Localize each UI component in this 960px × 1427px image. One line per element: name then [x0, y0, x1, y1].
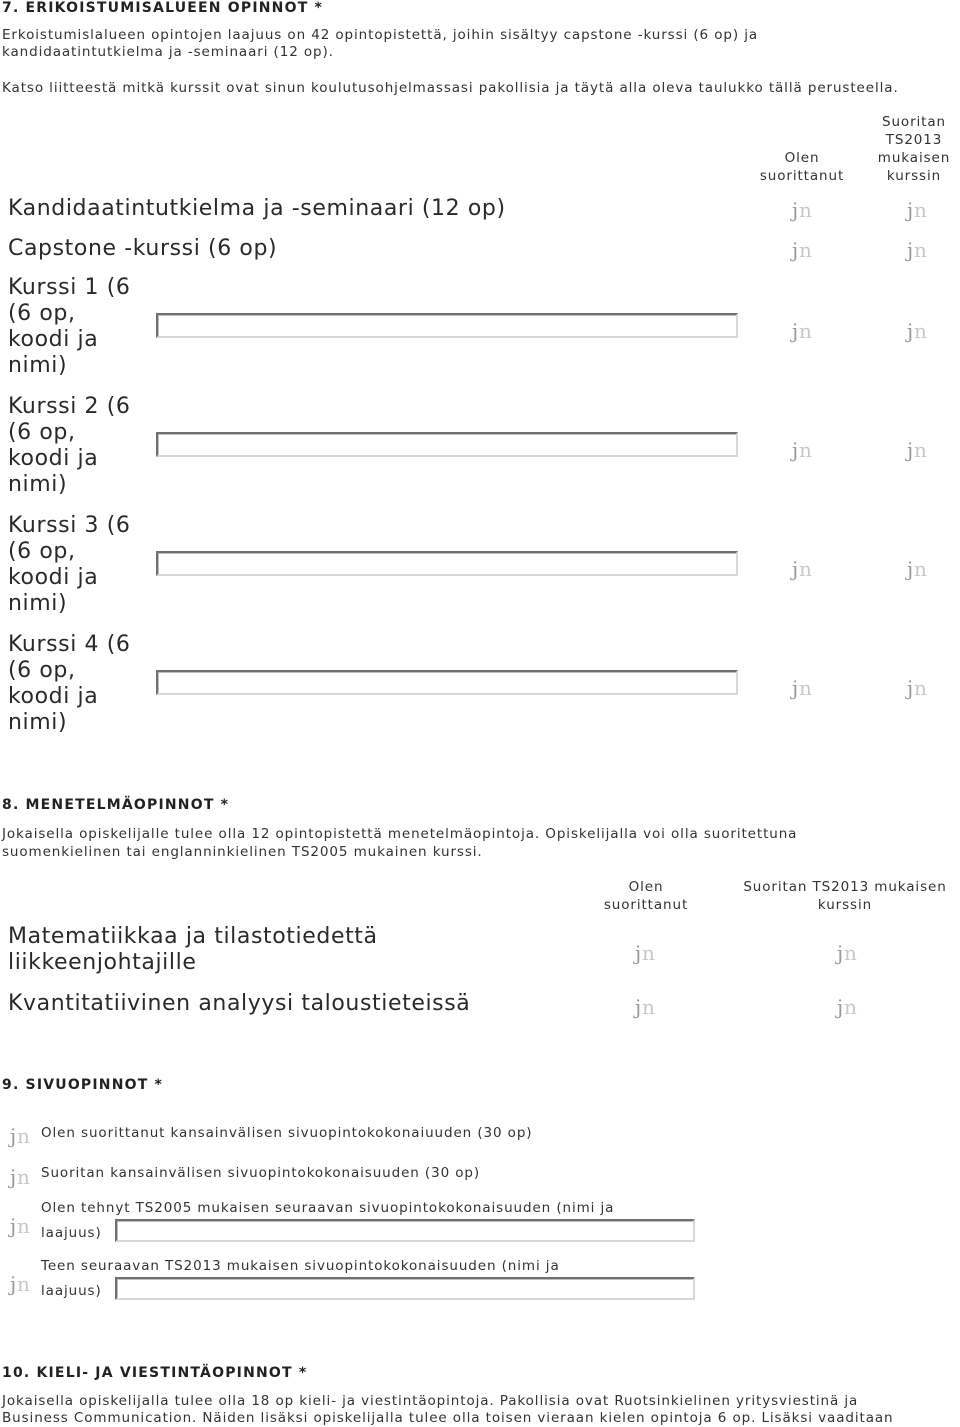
- section-10-desc-line1: Jokaisella opiskelijalla tulee olla 18 op kieli- ja viestintäopintoja. Pakollisia ovat Ruotsinkielinen yritysviestinä ja: [2, 1393, 859, 1409]
- sivu-option-2-label: Suoritan kansainvälisen sivuopintokokonaisuuden (30 op): [41, 1165, 481, 1181]
- row-label-kurssi-2: Kurssi 2 (6 (6 op, koodi ja nimi): [8, 394, 131, 497]
- sivu-option-3-label-line1: Olen tehnyt TS2005 mukaisen seuraavan sivuopintokokonaisuuden (nimi ja: [41, 1200, 615, 1216]
- radio-sivu-option-2[interactable]: j n: [10, 1165, 30, 1189]
- section-8-desc-line2: suomenkielinen tai englanninkielinen TS2005 mukainen kurssi.: [2, 844, 483, 860]
- radio-kurssi-1-olen[interactable]: j n: [792, 319, 812, 343]
- section-10-title: 10. KIELI- JA VIESTINTÄOPINNOT *: [2, 1365, 308, 1381]
- section-8-title: 8. MENETELMÄOPINNOT *: [2, 797, 230, 813]
- sivu-option-4-input[interactable]: [115, 1277, 695, 1300]
- row-label-kurssi-3: Kurssi 3 (6 (6 op, koodi ja nimi): [8, 513, 131, 616]
- radio-kandidaatintutkielma-suoritan[interactable]: j n: [907, 198, 927, 222]
- radio-sivu-option-4[interactable]: j n: [10, 1272, 30, 1296]
- sivu-option-4-label-line2: laajuus): [41, 1283, 102, 1299]
- section-7-desc-line1: Erkoistumislalueen opintojen laajuus on 42 opintopistettä, joihin sisältyy capstone -kurssi (6 op) ja: [2, 27, 759, 43]
- radio-kvantitatiivinen-olen[interactable]: j n: [635, 995, 655, 1019]
- sivu-option-4-label-line1: Teen seuraavan TS2013 mukaisen sivuopintokokonaisuuden (nimi ja: [41, 1258, 560, 1274]
- section-7-title: 7. ERIKOISTUMISALUEEN OPINNOT *: [2, 0, 324, 16]
- section-9-title: 9. SIVUOPINNOT *: [2, 1077, 164, 1093]
- sivu-option-3-label-line2: laajuus): [41, 1225, 102, 1241]
- radio-matematiikkaa-olen[interactable]: j n: [635, 941, 655, 965]
- radio-matematiikkaa-suoritan[interactable]: j n: [837, 941, 857, 965]
- section-7-instruction: Katso liitteestä mitkä kurssit ovat sinun koulutusohjelmassasi pakollisia ja täytä alla oleva taulukko tällä perusteella.: [2, 80, 899, 96]
- kurssi-2-input[interactable]: [156, 432, 738, 457]
- col-header-olen-suorittanut: Olen suorittanut: [759, 150, 845, 184]
- row-label-kvantitatiivinen: Kvantitatiivinen analyysi taloustieteissä: [8, 991, 471, 1016]
- row-label-capstone: Capstone -kurssi (6 op): [8, 236, 278, 261]
- sivu-option-1-label: Olen suorittanut kansainvälisen sivuopintokokonaiuuden (30 op): [41, 1125, 533, 1141]
- section-7-desc-line2: kandidaatintutkielma ja -seminaari (12 op).: [2, 44, 334, 60]
- radio-kurssi-2-olen[interactable]: j n: [792, 438, 812, 462]
- col-header-olen-suorittanut-8: Olen suorittanut: [603, 879, 689, 913]
- row-label-kandidaatintutkielma: Kandidaatintutkielma ja -seminaari (12 op): [8, 196, 506, 221]
- radio-sivu-option-1[interactable]: j n: [10, 1124, 30, 1148]
- row-label-kurssi-1: Kurssi 1 (6 (6 op, koodi ja nimi): [8, 275, 131, 378]
- row-label-kurssi-4: Kurssi 4 (6 (6 op, koodi ja nimi): [8, 632, 131, 735]
- section-8-desc-line1: Jokaisella opiskelijalle tulee olla 12 opintopistettä menetelmäopintoja. Opiskelijalla voi olla suoritettuna: [2, 826, 798, 842]
- radio-sivu-option-3[interactable]: j n: [10, 1214, 30, 1238]
- radio-kurssi-1-suoritan[interactable]: j n: [907, 319, 927, 343]
- kurssi-1-input[interactable]: [156, 313, 738, 338]
- radio-capstone-suoritan[interactable]: j n: [907, 238, 927, 262]
- radio-kandidaatintutkielma-olen[interactable]: j n: [792, 198, 812, 222]
- radio-capstone-olen[interactable]: j n: [792, 238, 812, 262]
- radio-kurssi-3-olen[interactable]: j n: [792, 557, 812, 581]
- radio-kurssi-3-suoritan[interactable]: j n: [907, 557, 927, 581]
- section-10-desc-line2: Business Communication. Näiden lisäksi opiskelijalla tulee olla toisen vieraan kielen opintoja 6 op. Lisäksi vaaditaan: [2, 1410, 894, 1426]
- radio-kurssi-2-suoritan[interactable]: j n: [907, 438, 927, 462]
- kurssi-4-input[interactable]: [156, 670, 738, 695]
- row-label-matematiikkaa: Matematiikkaa ja tilastotiedettä liikkeenjohtajille: [8, 924, 378, 975]
- sivu-option-3-input[interactable]: [115, 1219, 695, 1242]
- radio-kurssi-4-olen[interactable]: j n: [792, 676, 812, 700]
- col-header-suoritan-ts2013-8: Suoritan TS2013 mukaisen kurssin: [743, 879, 947, 913]
- radio-kvantitatiivinen-suoritan[interactable]: j n: [837, 995, 857, 1019]
- col-header-suoritan-ts2013: Suoritan TS2013 mukaisen kurssin: [877, 114, 951, 184]
- radio-kurssi-4-suoritan[interactable]: j n: [907, 676, 927, 700]
- kurssi-3-input[interactable]: [156, 551, 738, 576]
